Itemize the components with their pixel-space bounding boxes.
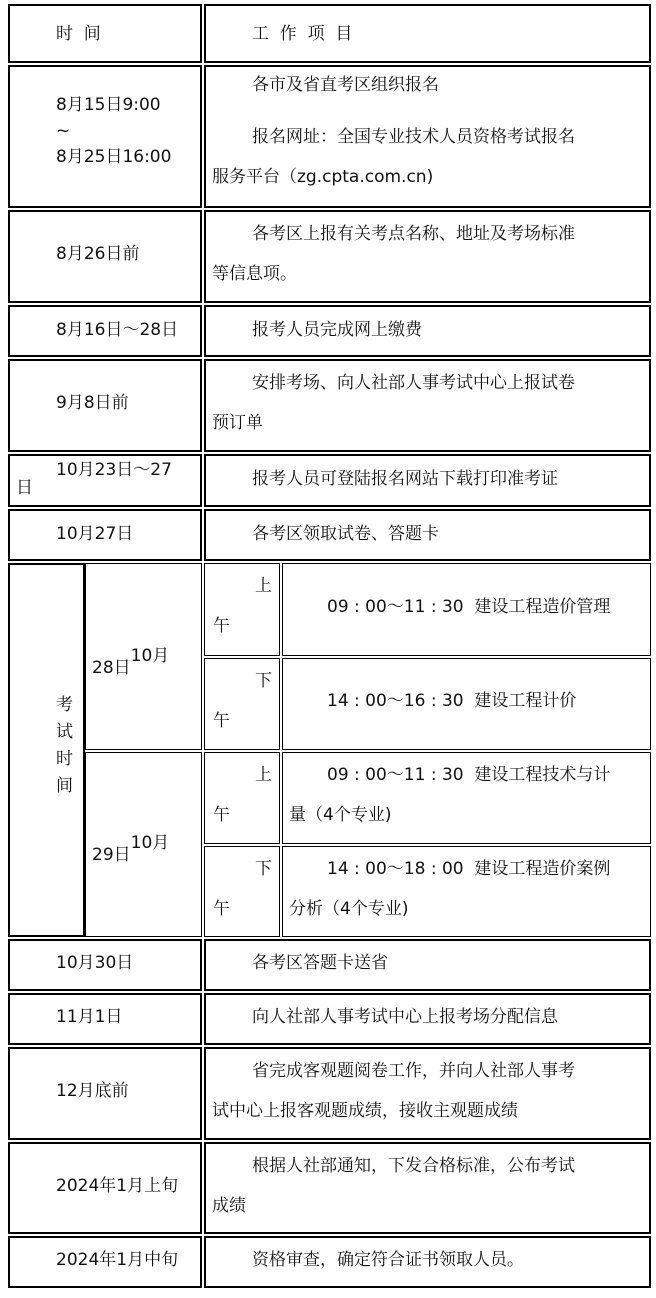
row-time: 8月16日～28日 — [56, 320, 179, 340]
header-work-cell — [204, 4, 651, 63]
exam-session-cell — [282, 846, 651, 937]
session-line: 量（4个专业) — [289, 805, 392, 825]
exam-period-cell — [204, 658, 280, 750]
period-char: 下 — [255, 859, 272, 879]
row-time-cell — [8, 1142, 202, 1234]
row-work-line: 报名网址：全国专业技术人员资格考试报名 — [252, 127, 575, 147]
row-time: 2024年1月中旬 — [56, 1250, 179, 1270]
period-char: 午 — [213, 616, 230, 636]
row-time-cell — [8, 1047, 202, 1140]
row-work-line: 安排考场、向人社部人事考试中心上报试卷 — [252, 373, 575, 393]
exam-day: 28日$^{10月}$ — [92, 646, 170, 678]
row-work-line: 预订单 — [212, 413, 263, 433]
exam-label-cell — [8, 563, 85, 937]
session-line: 分析（4个专业) — [289, 899, 409, 919]
row-work-line: 试中心上报客观题成绩，接收主观题成绩 — [212, 1101, 518, 1121]
row-time: 12月底前 — [56, 1081, 129, 1101]
row-work-cell — [204, 509, 651, 561]
row-time: ~ — [56, 121, 71, 141]
row-work-cell — [204, 1047, 651, 1140]
row-work-line: 省完成客观题阅卷工作，并向人社部人事考 — [252, 1061, 575, 1081]
row-time-cell — [8, 305, 202, 357]
row-time: 8月15日9:00 — [56, 95, 161, 115]
row-work-line: 服务平台（zg.cpta.com.cn) — [212, 167, 434, 187]
row-work-cell — [204, 305, 651, 357]
row-time-cell — [8, 993, 202, 1045]
row-time-cell — [8, 1236, 202, 1288]
exam-label-char: 考 — [56, 695, 73, 715]
row-work-line: 成绩 — [212, 1196, 246, 1216]
period-char: 午 — [213, 899, 230, 919]
period-char: 上 — [255, 576, 272, 596]
row-time: 9月8日前 — [56, 393, 129, 413]
row-work-cell — [204, 210, 651, 303]
exam-day-cell — [85, 752, 202, 937]
row-work-cell — [204, 1236, 651, 1288]
row-work-cell — [204, 359, 651, 452]
row-work-line: 各考区上报有关考点名称、地址及考场标准 — [252, 224, 575, 244]
row-time: 日 — [16, 478, 33, 498]
row-work-cell — [204, 65, 651, 208]
exam-period-cell — [204, 752, 280, 844]
session-line: 09 : 00～11 : 30 建设工程造价管理 — [327, 597, 611, 617]
exam-label-char: 间 — [56, 776, 73, 796]
row-work-cell — [204, 939, 651, 991]
row-time: 10月27日 — [56, 524, 134, 544]
exam-day-cell — [85, 563, 202, 750]
row-work-line: 报考人员可登陆报名网站下载打印准考证 — [252, 469, 558, 489]
row-work-line: 等信息项。 — [212, 264, 297, 284]
row-time-cell — [8, 454, 202, 507]
row-time-cell — [8, 509, 202, 561]
row-work-line: 根据人社部通知，下发合格标准，公布考试 — [252, 1156, 575, 1176]
session-line: 14 : 00～16 : 30 建设工程计价 — [327, 691, 577, 711]
row-time-cell — [8, 65, 202, 208]
row-time-cell — [8, 210, 202, 303]
session-line: 14 : 00～18 : 00 建设工程造价案例 — [327, 859, 611, 879]
row-work-line: 向人社部人事考试中心上报考场分配信息 — [252, 1007, 558, 1027]
session-line: 09 : 00～11 : 30 建设工程技术与计 — [327, 765, 611, 785]
row-time: 10月23日～27 — [56, 460, 172, 480]
exam-period-cell — [204, 563, 280, 656]
row-work-cell — [204, 1142, 651, 1234]
row-work-line: 报考人员完成网上缴费 — [252, 320, 422, 340]
period-char: 午 — [213, 805, 230, 825]
row-work-line: 各考区领取试卷、答题卡 — [252, 524, 439, 544]
row-time-cell — [8, 359, 202, 452]
row-work-line: 各市及省直考区组织报名 — [252, 75, 439, 95]
exam-label-char: 试 — [56, 722, 73, 742]
row-work-cell — [204, 454, 651, 507]
period-char: 下 — [255, 671, 272, 691]
row-work-line: 各考区答题卡送省 — [252, 953, 388, 973]
row-time: 8月25日16:00 — [56, 147, 172, 167]
row-work-cell — [204, 993, 651, 1045]
exam-session-cell — [282, 752, 651, 844]
row-time: 11月1日 — [56, 1007, 123, 1027]
header-work: 工 作 项 目 — [252, 24, 353, 44]
exam-label-char: 时 — [56, 749, 73, 769]
row-time: 10月30日 — [56, 953, 134, 973]
exam-period-cell — [204, 846, 280, 937]
period-char: 上 — [255, 765, 272, 785]
header-time: 时 间 — [56, 24, 101, 44]
period-char: 午 — [213, 711, 230, 731]
exam-day: 29日$^{10月}$ — [92, 833, 170, 865]
header-time-cell — [8, 4, 202, 63]
row-time-cell — [8, 939, 202, 991]
exam-session-cell — [282, 563, 651, 656]
row-time: 2024年1月上旬 — [56, 1176, 179, 1196]
row-time: 8月26日前 — [56, 244, 140, 264]
row-work-line: 资格审查，确定符合证书领取人员。 — [252, 1250, 524, 1270]
exam-session-cell — [282, 658, 651, 750]
